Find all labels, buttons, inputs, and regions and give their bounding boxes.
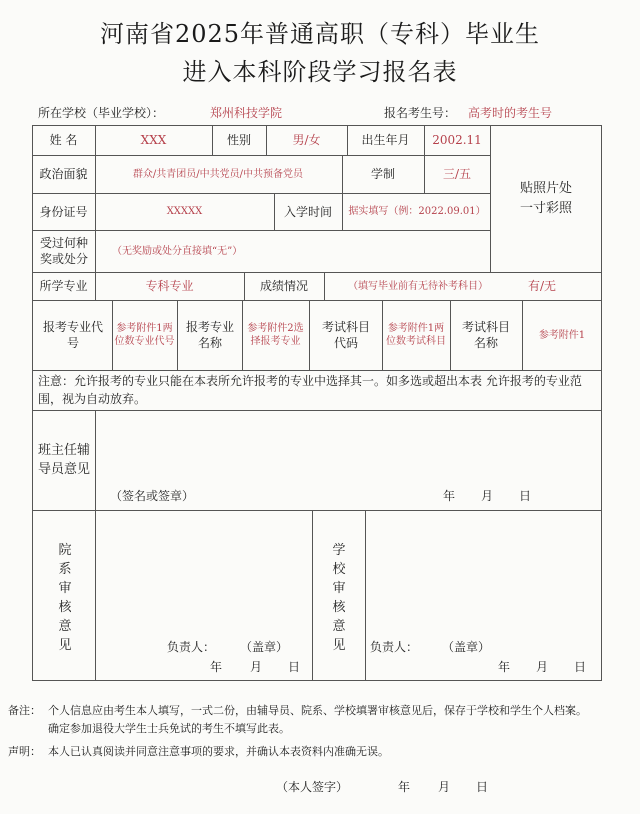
dept-date-year: 年 xyxy=(210,660,223,674)
applicant-signature[interactable]: （本人签字） xyxy=(276,780,349,794)
politics-label: 政治面貌 xyxy=(39,167,88,181)
advisor-sign-hint: （签名或签章） xyxy=(110,489,195,503)
advisor-opinion-label: 班主任辅导员意见 xyxy=(38,443,91,477)
school-responsible: 负责人： xyxy=(370,640,419,654)
major-label: 所学专业 xyxy=(39,279,88,293)
subject-code-field[interactable]: 参考附件1两位数考试科目 xyxy=(386,323,446,347)
statement-block xyxy=(8,743,608,763)
politics-field[interactable]: 群众/共青团员/中共党员/中共预备党员 xyxy=(132,168,304,180)
score-label: 成绩情况 xyxy=(259,279,308,293)
dept-review-label: 院系审核意见 xyxy=(58,543,72,653)
remark-label: 备注： xyxy=(8,704,41,717)
apply-code-label: 报考专业代号 xyxy=(42,320,103,350)
advisor-date-month: 月 xyxy=(481,489,494,503)
form-title-line1: 河南省2025年普通高职（专科）毕业生 xyxy=(99,20,541,48)
school-date-day: 日 xyxy=(574,660,587,674)
dept-review-field[interactable] xyxy=(96,511,312,631)
school-review-field[interactable] xyxy=(366,511,601,631)
gender-field[interactable]: 男/女 xyxy=(292,133,321,147)
school-label: 所在学校（毕业学校）： xyxy=(38,106,165,120)
school-stamp: （盖章） xyxy=(442,640,491,654)
birth-field[interactable]: 2002.11 xyxy=(432,133,482,147)
enroll-date-label: 入学时间 xyxy=(283,204,332,219)
exam-number-value[interactable]: 高考时的考生号 xyxy=(468,106,553,120)
id-number-field[interactable]: XXXXX xyxy=(166,206,203,217)
advisor-date-day: 日 xyxy=(519,489,532,503)
subject-name-field[interactable]: 参考附件1 xyxy=(538,329,586,341)
sign-year: 年 xyxy=(398,780,411,794)
grid-line xyxy=(274,193,275,230)
dept-stamp: （盖章） xyxy=(240,640,289,654)
edu-system-field[interactable]: 三/五 xyxy=(442,167,472,181)
subject-name-label: 考试科目名称 xyxy=(461,320,510,350)
score-field[interactable]: （填写毕业前有无待补考科目） xyxy=(348,280,488,292)
award-label: 受过何种奖或处分 xyxy=(39,236,88,266)
dept-responsible: 负责人： xyxy=(167,640,216,654)
name-field[interactable]: XXX xyxy=(140,133,167,147)
remark-text: 个人信息应由考生本人填写，一式二份，由辅导员、院系、学校填署审核意见后，保存于学校和学生个人档案。确定参加退役大学生士兵免试的考生不填写此表。 xyxy=(48,704,587,735)
exam-number-label: 报名考生号： xyxy=(384,106,457,120)
form-title-line2: 进入本科阶段学习报名表 xyxy=(182,58,458,86)
apply-code-field[interactable]: 参考附件1两位数专业代号 xyxy=(114,323,175,347)
enroll-date-field[interactable]: 据实填写（例：2022.09.01） xyxy=(348,206,486,217)
grid-line xyxy=(112,300,113,370)
grid-line xyxy=(522,300,523,370)
gender-label: 性别 xyxy=(226,133,251,147)
grid-line xyxy=(32,680,602,681)
photo-area[interactable]: 贴照片处 一寸彩照 xyxy=(519,180,572,216)
school-value[interactable]: 郑州科技学院 xyxy=(210,106,283,120)
grid-line xyxy=(382,300,383,370)
registration-form-table xyxy=(32,125,602,681)
edu-system-label: 学制 xyxy=(370,167,395,181)
statement-label: 声明： xyxy=(8,745,41,758)
subject-code-label: 考试科目代码 xyxy=(321,320,370,350)
birth-label: 出生年月 xyxy=(361,133,410,147)
score-option[interactable]: 有/无 xyxy=(527,279,557,293)
grid-line xyxy=(177,300,178,370)
dept-date-day: 日 xyxy=(288,660,301,674)
apply-major-label: 报考专业名称 xyxy=(185,320,234,350)
grid-line xyxy=(242,300,243,370)
notice-text: 注意：允许报考的专业只能在本表所允许报考的专业中选择其一。如多选或超出本表 允许报考的专业范围，视为自动放弃。 xyxy=(38,374,582,406)
sign-day: 日 xyxy=(476,780,489,794)
school-date-month: 月 xyxy=(536,660,549,674)
dept-date-month: 月 xyxy=(250,660,263,674)
grid-line xyxy=(450,300,451,370)
grid-line xyxy=(324,272,325,300)
sign-month: 月 xyxy=(438,780,451,794)
name-label: 姓 名 xyxy=(49,133,78,147)
school-review-label: 学校审核意见 xyxy=(332,543,346,653)
major-field[interactable]: 专科专业 xyxy=(145,279,194,293)
school-date-year: 年 xyxy=(498,660,511,674)
grid-line xyxy=(342,193,343,230)
remark-block xyxy=(8,702,608,742)
grid-line xyxy=(309,300,310,370)
id-number-label: 身份证号 xyxy=(39,204,88,219)
advisor-opinion-field[interactable] xyxy=(96,411,601,473)
apply-major-field[interactable]: 参考附件2选择报考专业 xyxy=(247,323,304,347)
advisor-date-year: 年 xyxy=(443,489,456,503)
grid-line xyxy=(312,510,313,680)
award-field[interactable]: （无奖励或处分直接填“无”） xyxy=(112,245,243,257)
statement-text: 本人已认真阅读并同意注意事项的要求，并确认本表资料内准确无误。 xyxy=(48,745,389,758)
